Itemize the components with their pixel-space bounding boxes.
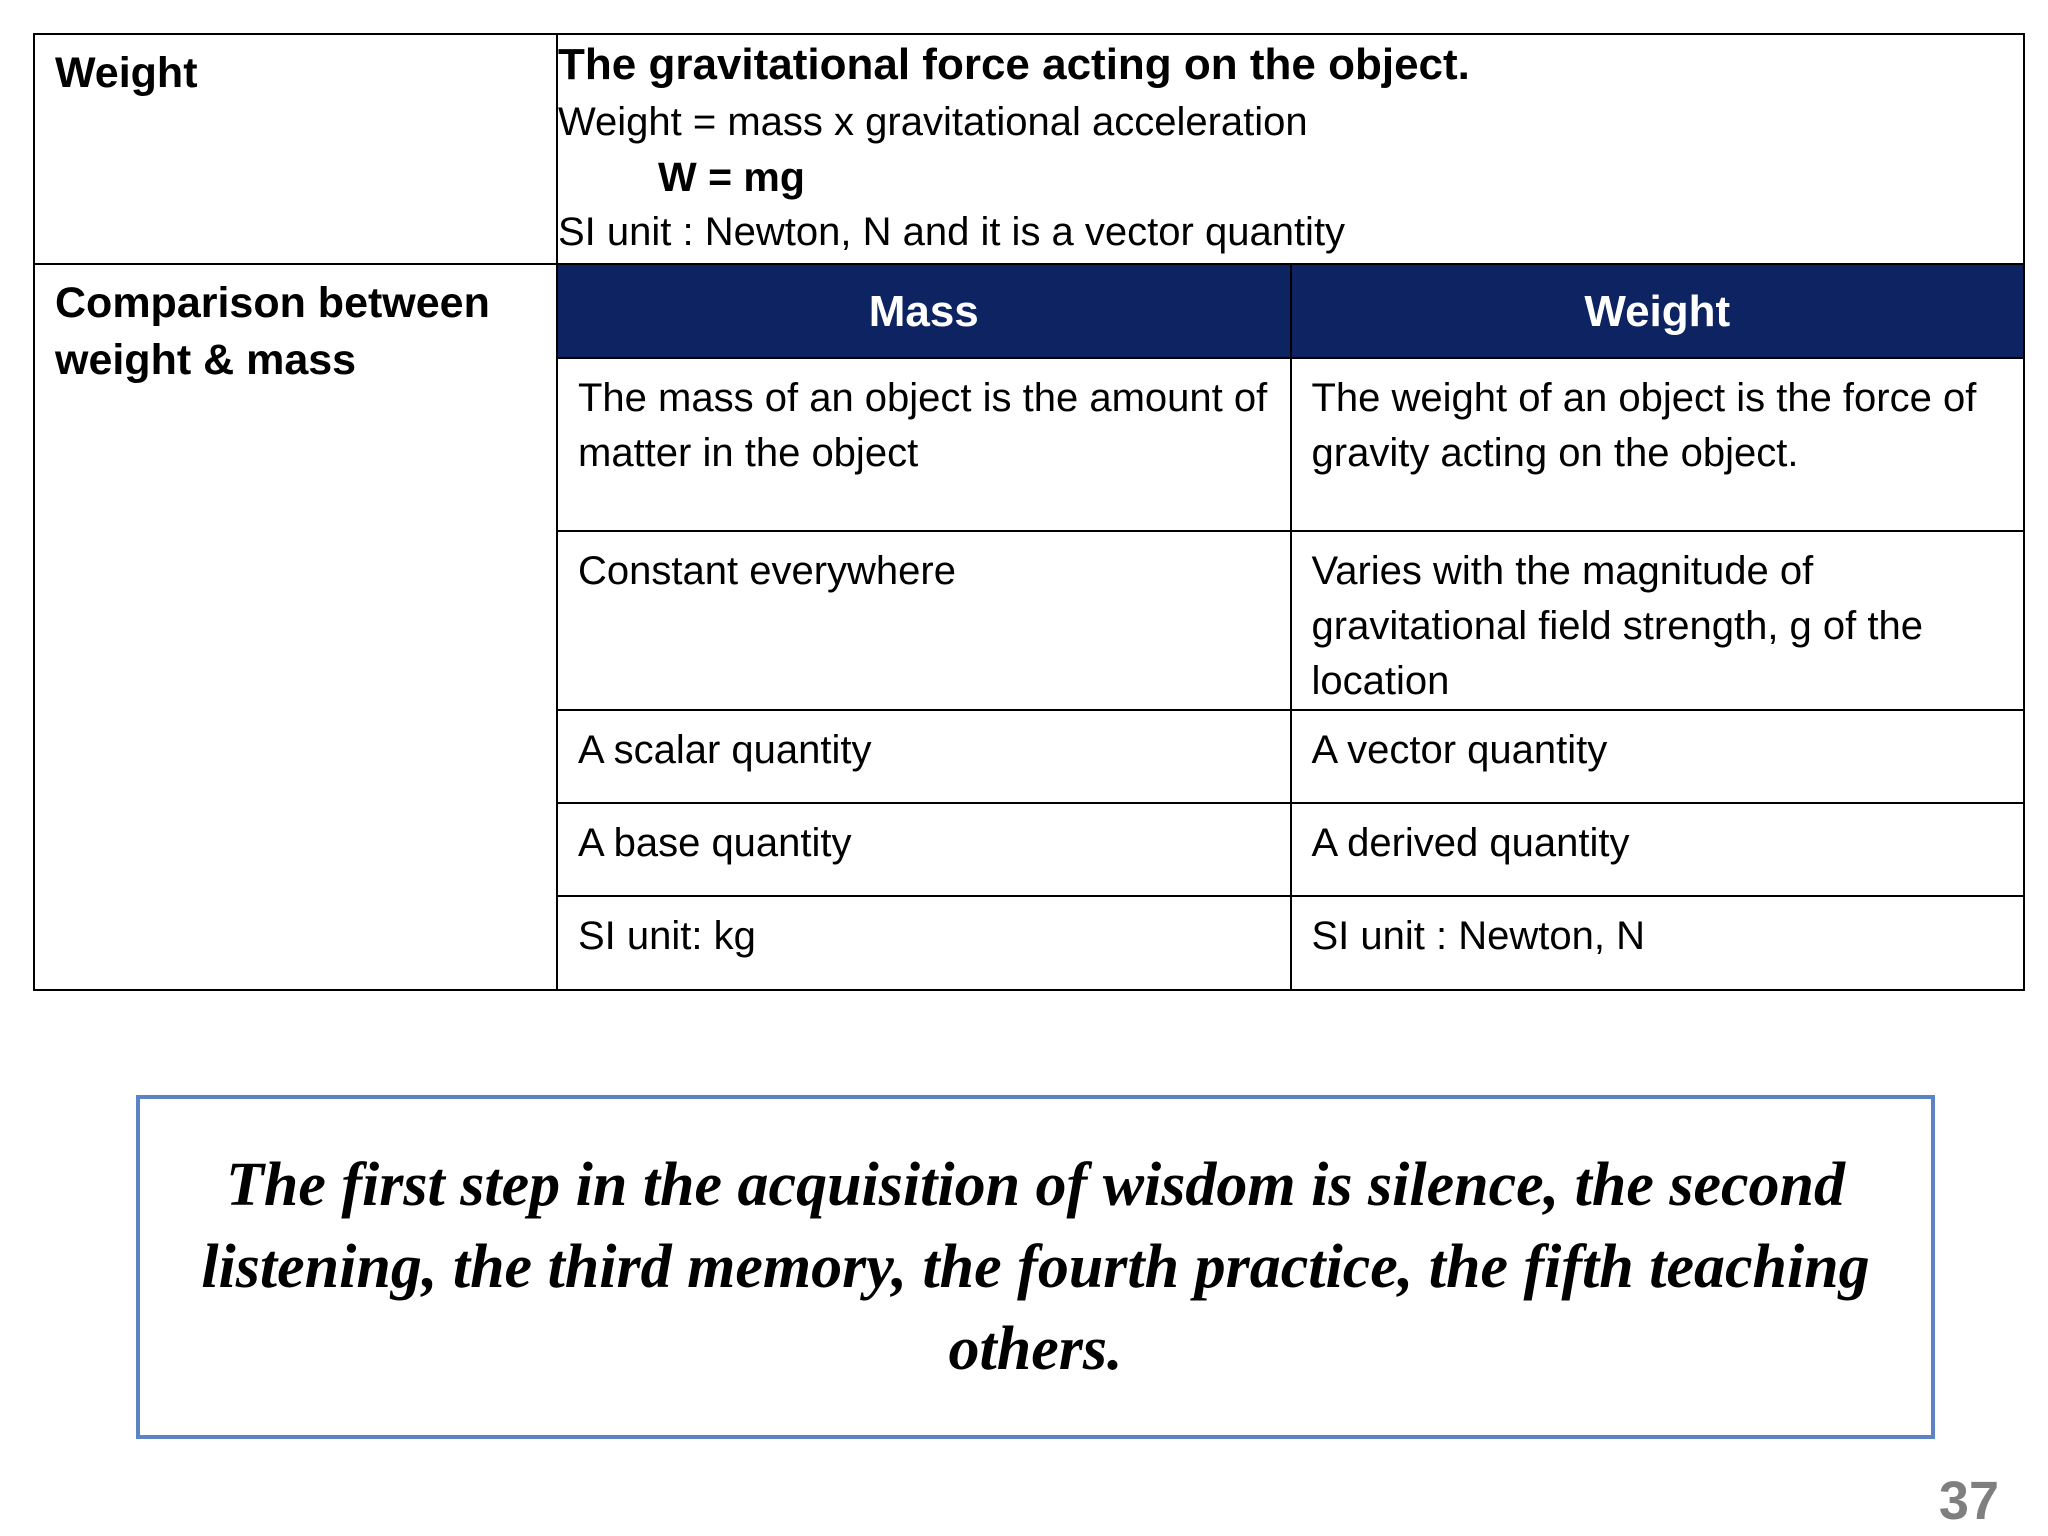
mass-cell: SI unit: kg bbox=[558, 896, 1291, 989]
mass-cell: Constant everywhere bbox=[558, 531, 1291, 710]
weight-definition-row bbox=[34, 34, 2024, 264]
table-row bbox=[558, 358, 2023, 531]
weight-definition-heading: The gravitational force acting on the object. bbox=[558, 40, 1470, 89]
comparison-label-cell bbox=[34, 264, 557, 990]
weight-si-unit: SI unit : Newton, N and it is a vector quantity bbox=[558, 210, 1346, 254]
weight-cell: The weight of an object is the force of gravity acting on the object. bbox=[1291, 358, 2024, 531]
mass-cell: A base quantity bbox=[558, 803, 1291, 896]
comparison-row bbox=[34, 264, 2024, 990]
quote-text: The first step in the acquisition of wisdom is silence, the second listening, the third memory, the fourth practice, the fifth teaching others. bbox=[201, 1151, 1870, 1383]
weight-column-header: Weight bbox=[1291, 265, 2024, 358]
page-number: 37 bbox=[1938, 1471, 1999, 1531]
table-row bbox=[558, 896, 2023, 989]
comparison-label: Comparison between weight & mass bbox=[55, 279, 490, 384]
weight-formula: W = mg bbox=[658, 154, 805, 200]
weight-formula-words: Weight = mass x gravitational acceleration bbox=[558, 100, 1308, 144]
mass-column-header: Mass bbox=[558, 265, 1291, 358]
comparison-table-cell bbox=[557, 264, 2024, 990]
weight-cell: A derived quantity bbox=[1291, 803, 2024, 896]
weight-term-cell bbox=[34, 34, 557, 264]
table-row bbox=[558, 710, 2023, 803]
weight-term: Weight bbox=[55, 49, 198, 97]
mass-cell: The mass of an object is the amount of matter in the object bbox=[558, 358, 1291, 531]
weight-definition-cell bbox=[557, 34, 2024, 264]
weight-cell: Varies with the magnitude of gravitational field strength, g of the location bbox=[1291, 531, 2024, 710]
comparison-table bbox=[558, 265, 2023, 989]
quote-box bbox=[136, 1095, 1935, 1439]
table-row bbox=[558, 531, 2023, 710]
table-row bbox=[558, 803, 2023, 896]
weight-cell: A vector quantity bbox=[1291, 710, 2024, 803]
mass-cell: A scalar quantity bbox=[558, 710, 1291, 803]
comparison-header-row bbox=[558, 265, 2023, 358]
weight-cell: SI unit : Newton, N bbox=[1291, 896, 2024, 989]
weight-mass-table bbox=[33, 33, 2025, 991]
